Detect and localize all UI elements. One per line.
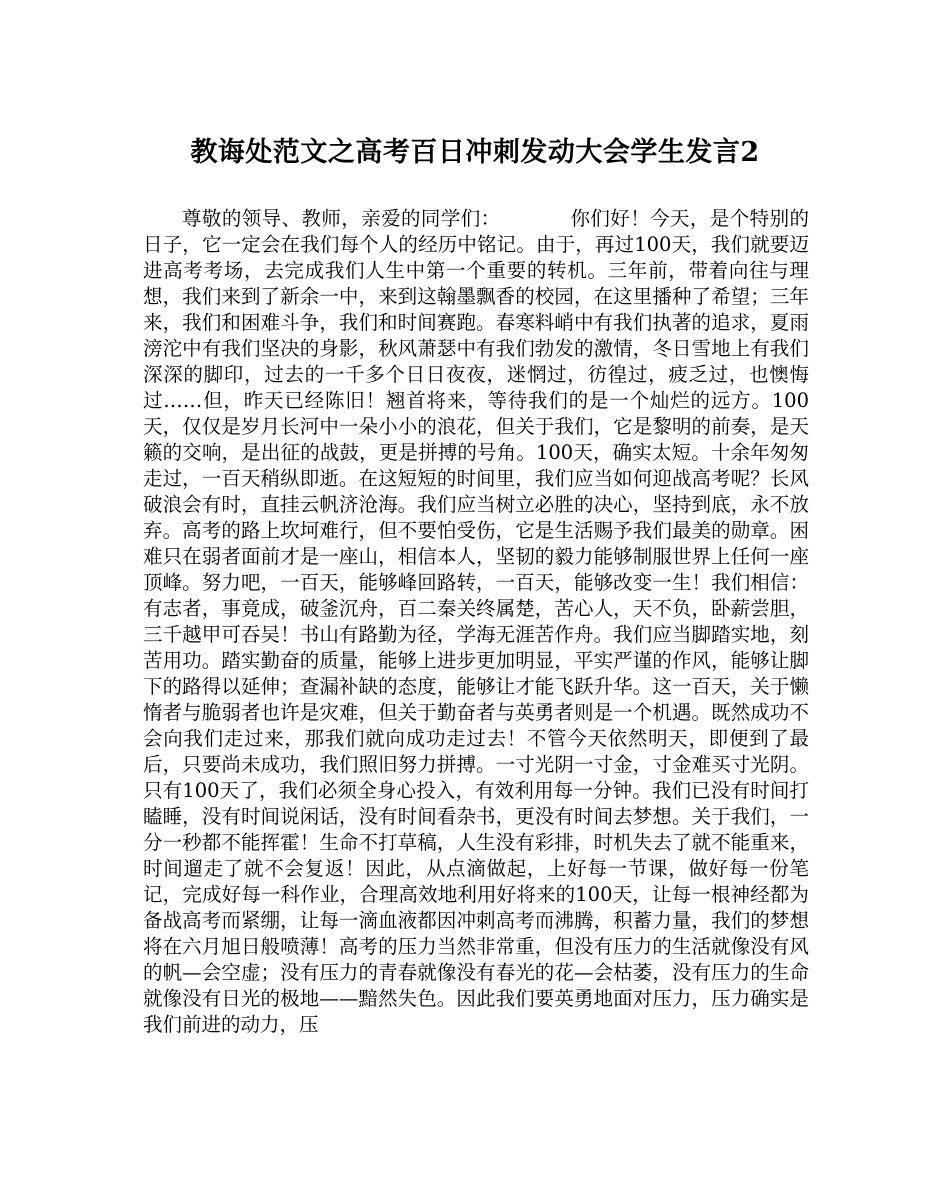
document-body-paragraph: 尊敬的领导、教师，亲爱的同学们： 你们好！今天，是个特别的日子，它一定会在我们每个人的经历中铭记。由于，再过100天，我们就要迈进高考考场，去完成我们人生中第一个重要的转机。三年前，带着向往与理想，我们来到了新余一中，来到这翰墨飘香的校园，在这里播种了希望；三年来，我们和困难斗争，我们和时间赛跑。春寒料峭中有我们执著的追求，夏雨滂沱中有我们坚决的身影，秋风萧瑟中有我们勃发的激情，冬日雪地上有我们深深的脚印，过去的一千多个日日夜夜，迷惘过，彷徨过，疲乏过，也懊悔过……但，昨天已经陈旧！翘首将来，等待我们的是一个灿烂的远方。100天，仅仅是岁月长河中一朵小小的浪花，但关于我们，它是黎明的前奏，是天籁的交响，是出征的战鼓，更是拼搏的号角。100天，确实太短。十余年匆匆走过，一百天稍纵即逝。在这短短的时间里，我们应当如何迎战高考呢？长风破浪会有时，直挂云帆济沧海。我们应当树立必胜的决心，坚持到底，永不放弃。高考的路上坎坷难行，但不要怕受伤，它是生活赐予我们最美的勋章。困难只在弱者面前才是一座山，相信本人，坚韧的毅力能够制服世界上任何一座顶峰。努力吧，一百天，能够峰回路转，一百天，能够改变一生！我们相信：有志者，事竟成，破釜沉舟，百二秦关终属楚，苦心人，天不负，卧薪尝胆，三千越甲可吞吴！书山有路勤为径，学海无涯苦作舟。我们应当脚踏实地，刻苦用功。踏实勤奋的质量，能够上进步更加明显，平实严谨的作风，能够让脚下的路得以延伸；查漏补缺的态度，能够让才能飞跃升华。这一百天，关于懒惰者与脆弱者也许是灾难，但关于勤奋者与英勇者则是一个机遇。既然成功不会向我们走过来，那我们就向成功走过去！不管今天依然明天，即便到了最后，只要尚未成功，我们照旧努力拼搏。一寸光阴一寸金，寸金难买寸光阴。只有100天了，我们必须全身心投入，有效利用每一分钟。我们已没有时间打瞌睡，没有时间说闲话，没有时间看杂书，更没有时间去梦想。关于我们，一分一秒都不能挥霍！生命不打草稿，人生没有彩排，时机失去了就不能重来，时间遛走了就不会复返！因此，从点滴做起，上好每一节课，做好每一份笔记，完成好每一科作业，合理高效地利用好将来的100天，让每一根神经都为备战高考而紧绷，让每一滴血液都因冲刺高考而沸腾，积蓄力量，我们的梦想将在六月旭日般喷薄！高考的压力当然非常重，但没有压力的生活就像没有风的帆—会空虚；没有压力的青春就像没有春光的花—会枯萎，没有压力的生命就像没有日光的极地——黯然失色。因此我们要英勇地面对压力，压力确实是我们前进的动力，压 xyxy=(143,207,809,1036)
document-title: 教诲处范文之高考百日冲刺发动大会学生发言2 xyxy=(190,137,760,168)
